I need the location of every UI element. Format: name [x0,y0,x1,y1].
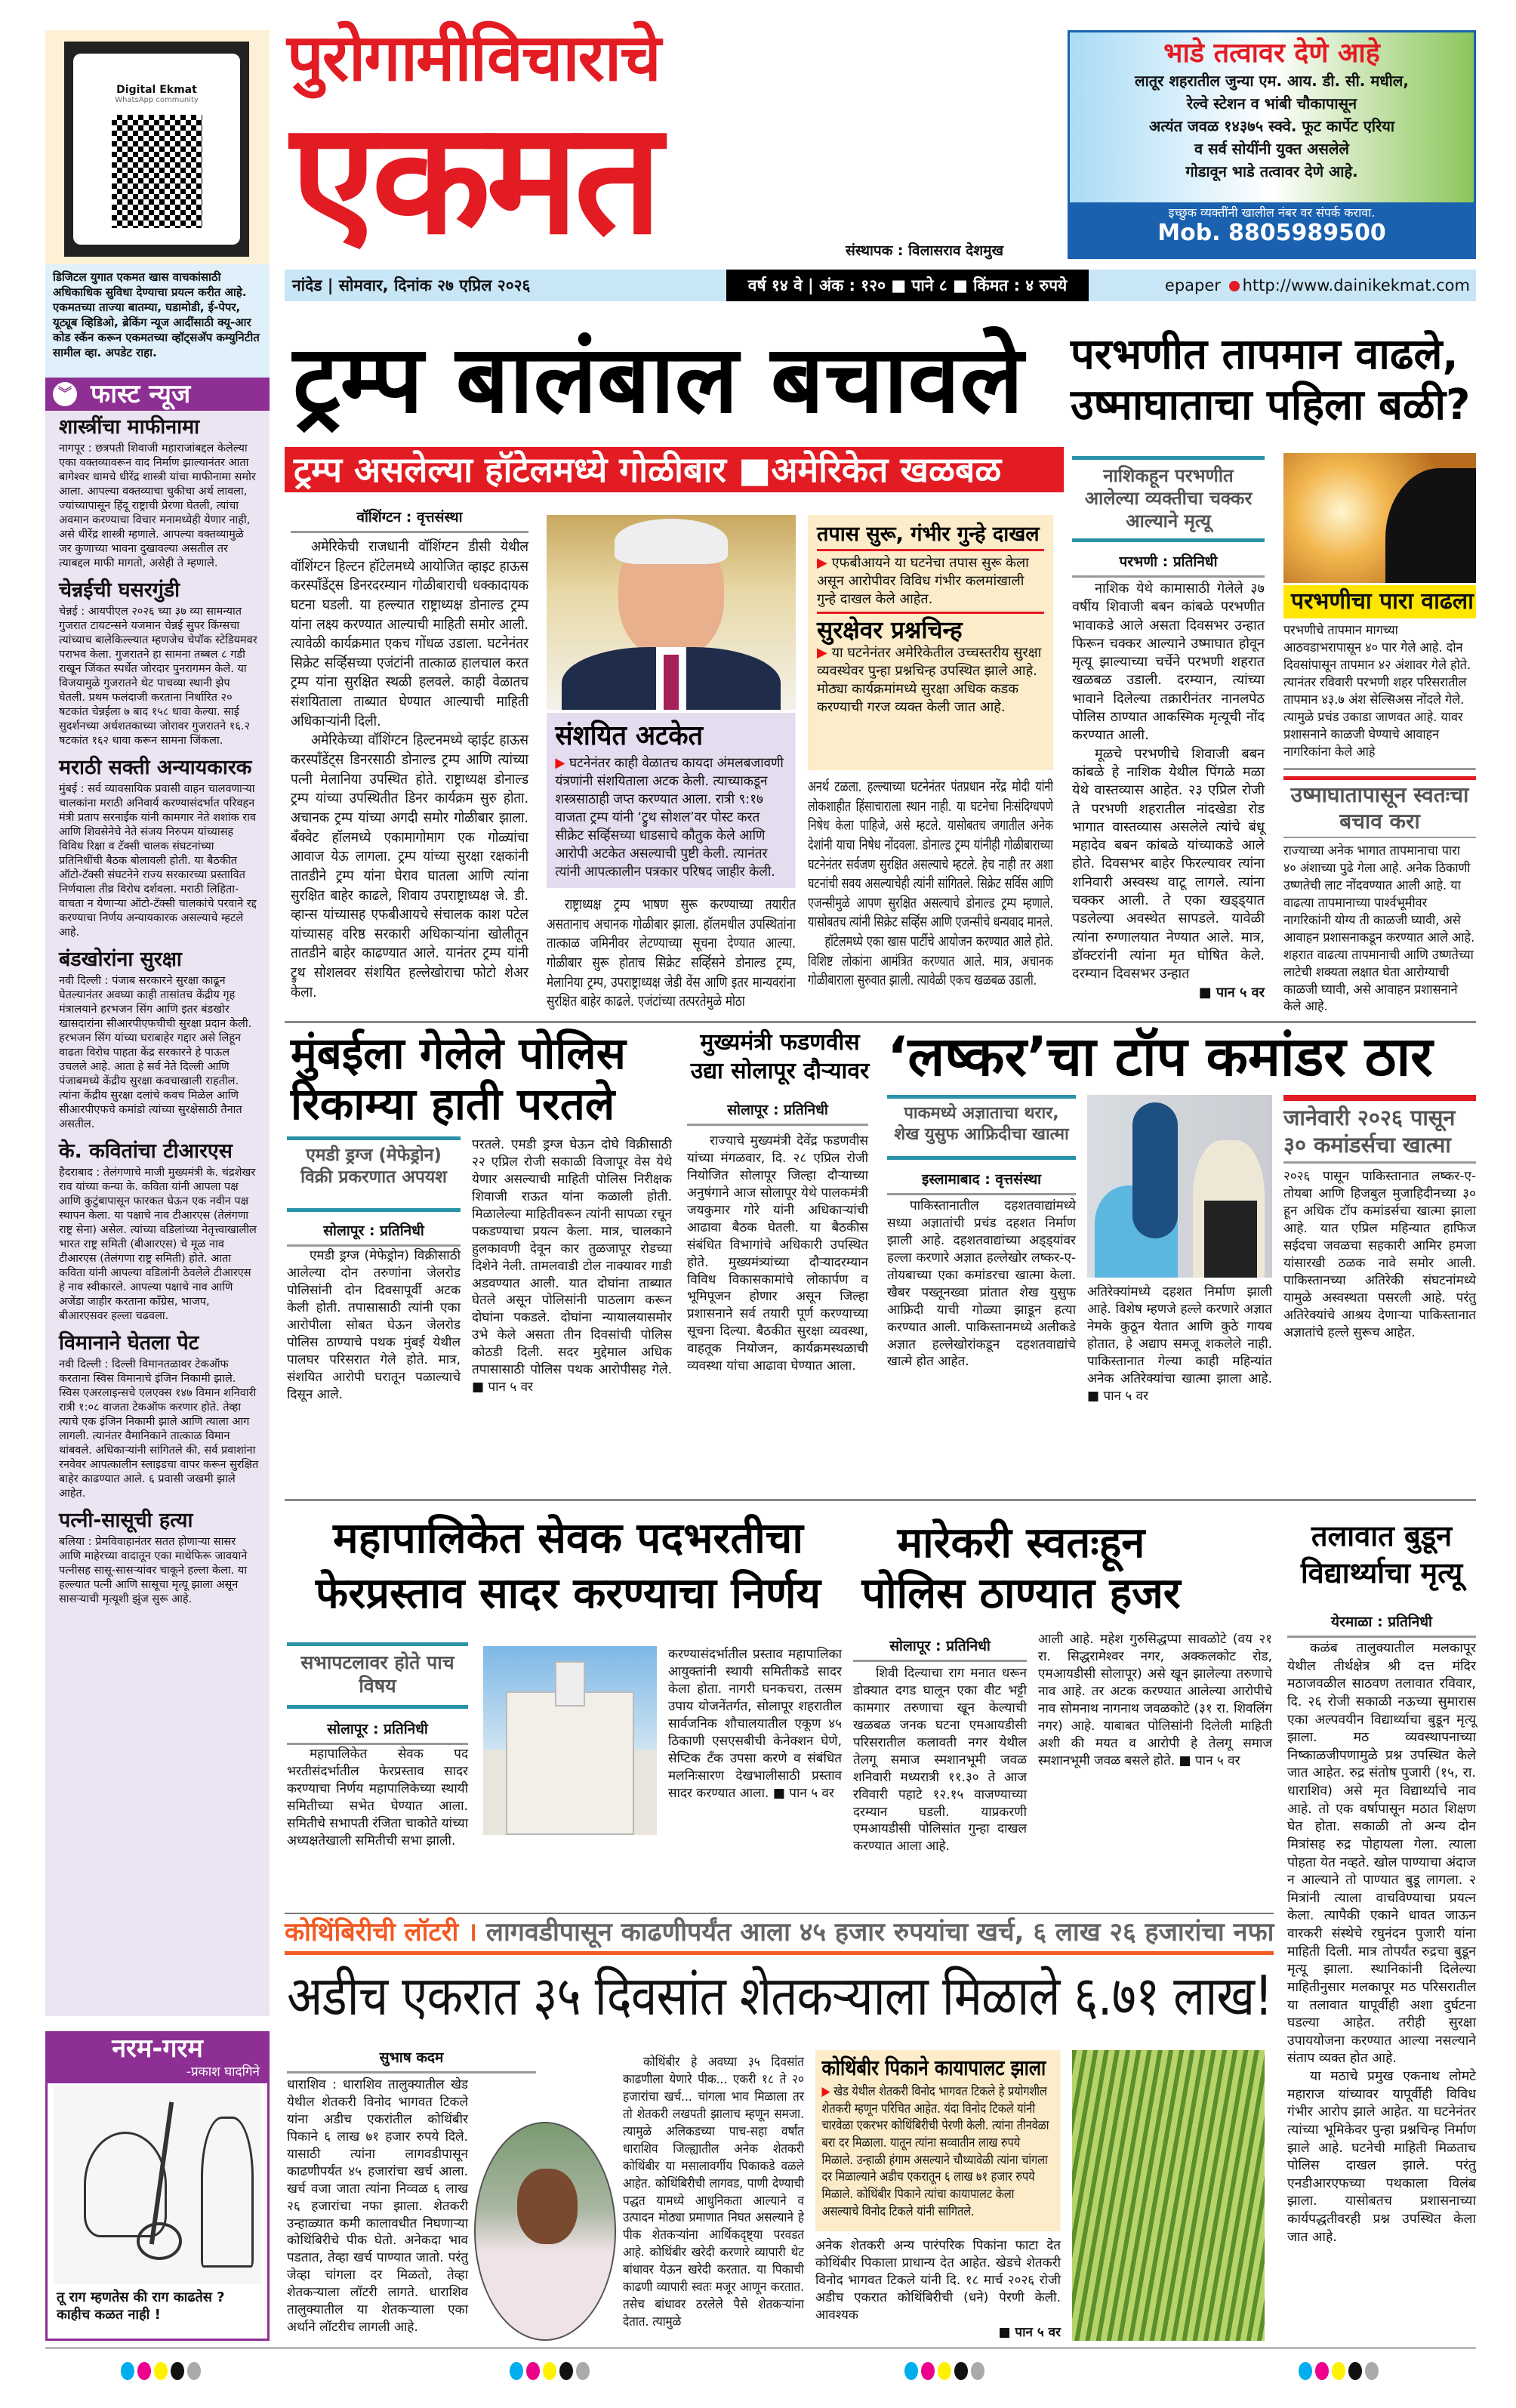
news-headline: पत्नी-सासूची हत्या [59,1509,193,1533]
farmer-box [815,2050,1061,2231]
paragraph: कळंब तालुक्यातील मलकापूर येथील तीर्थक्षेत्र श्री दत्त मंदिर मठाजवळील साठवण तलावात रविवार, दि. २६ रोजी सकाळी नऊच्या सुमारास एका अल्पवयीन विद्यार्थ्याचा बुडून मृत्यू झाला. मठ व्यवस्थापनाच्या निष्काळजीपणामुळे प्रश्न उपस्थित केले जात आहेत. रुद्र संतोष पुजारी (१५, रा. धाराशिव) असे मृत विद्यार्थ्याचे नाव आहे. तो एक वर्षापासून मठात शिक्षण घेत होता. सकाळी तो अन्य दोन मित्रांसह रुद्र पोहायला गेला. त्याला पोहता येत नव्हते. खोल पाण्याचा अंदाज न आल्याने तो पाण्यात बुडू लागला. २ मित्रांनी त्याला वाचविण्याचा प्रयत्न केला. त्यापैकी एकाने धावत जाऊन वारकरी संस्थेचे रघुनंदन पुजारी यांना माहिती दिली. मात्र तोपर्यंत रुद्रचा बुडून मृत्यू झाला. स्थानिकांनी दिलेल्या माहितीनुसार मलकापूर मठ परिसरातील या तलावात यापूर्वीही अशा दुर्घटना घडल्या आहेत. तरीही सुरक्षा उपाययोजना करण्यात आल्या नसल्याने संताप व्यक्त होत आहे. [1287,1641,1476,2067]
edition-date: नांदेड | सोमवार, दिनांक २७ एप्रिल २०२६ [292,276,531,294]
cartoon-illustration [54,2086,261,2284]
paragraph: परतले. एमडी ड्रग्ज घेऊन दोघे विक्रीसाठी २२ एप्रिल रोजी सकाळी विजापूर वेस येथे येणार असल्याची माहिती पोलिस निरीक्षक शिवाजी राऊत यांना कळाली होती. मिळालेल्या माहितीवरून त्यांनी सापळा रचून पकडण्याचा प्रयत्न केला. मात्र, चालकाने हुलकावणी देवून कार तुळजापूर रोडच्या दिशेने नेली. तामलवाडी टोल नाक्यावर गाडी अडवण्यात आली. यात दोघांना ताब्यात घेतले असून पोलिसांनी पाठलाग करून दोघांना पकडले. दोघांना न्यायालयासमोर उभे केले असता तीन दिवसांची पोलिस कोठडी दिली. सदर मुद्देमाल अधिक तपासासाठी पोलिस पथक आरोपीसह गेले. ■ पान ५ वर [472,1137,672,1395]
qr-promo-text: डिजिटल युगात एकमत खास वाचकांसाठी अधिकाधिक सुविधा देण्याचा प्रयत्न करीत आहे. एकमतच्या ताज्या बातम्या, घडामोडी, ई-पेपर, यूट्यूब व्हिडिओ, ब्रेकिंग न्यूज आदींसाठी क्यू-आर कोड स्कॅन करून एकमतच्या व्हॉट्सअ‍ॅप कम्युनिटीत सामील व्हा. अपडेट राहा. [45,264,270,389]
fast-news-column [45,378,270,2016]
qr-card [64,42,249,257]
qr-code-icon[interactable] [112,115,202,228]
cartoon-title: नरम-गरम [112,2033,203,2064]
fast-news-item [45,574,270,751]
dateline: सोलापूर : प्रतिनिधी [687,1095,868,1126]
heatwave-photo [1283,453,1476,583]
farmer-body-1 [287,2077,468,2341]
parbhani-subhead: नाशिकहून परभणीत आलेल्या व्यक्तीचा चक्कर आल्याने मृत्यू [1072,456,1265,542]
parbhani-headline: परभणीत तापमान वाढले, उष्माघाताचा पहिला बळी? [1071,330,1471,430]
color-registration-marks [1299,2362,1379,2380]
byline: सुभाष कदम [287,2043,536,2073]
dateline: सोलापूर : प्रतिनिधी [287,1714,468,1745]
epaper-label: epaper [1164,276,1221,294]
box-title: जानेवारी २०२६ पासून ३० कमांडर्सचा खात्मा [1283,1101,1476,1164]
cm-headline: मुख्यमंत्री फडणवीस उद्या सोलापूर दौऱ्यावर [690,1029,870,1084]
rent-advertisement [1068,30,1476,259]
paragraph: अमेरिकेच्या वॉशिंग्टन हिल्टनमध्ये व्हाईट हाऊस करस्पाँडेंट्स डिनरसाठी डोनाल्ड ट्रम्प आणि त्यांच्या पत्नी मेलानिया उपस्थित होते. राष्ट्राध्यक्ष डोनाल्ड ट्रम्प यांच्या उपस्थितीत डिनर कार्यक्रम सुरु होता. अचानक ट्रम्प यांच्या अगदी समोर गोळीबार झाला. बँक्वेट हॉलमध्ये एकामागोमाग एक गोळ्यांचा आवाज येऊ लागला. ट्रम्प यांच्या सुरक्षा रक्षकांनी तातडीने ट्रम्प यांना घेराव घातला आणि त्यांना सुरक्षित बाहेर काढले, शिवाय उपराष्ट्राध्यक्ष जे. डी. व्हान्स यांच्यासह एफबीआयचे संचालक काश पटेल यांच्यासह वरिष्ठ सरकारी अधिकाऱ्यांना खोलीतून तातडीने बाहेर काढण्यात आले. यानंतर ट्रम्प यांनी ट्रुथ सोशलवर संशयित हल्लेखोराचा फोटो शेअर केला. [291,732,528,1001]
box-title: तपास सुरू, गंभीर गुन्हे दाखल [817,523,1044,551]
farmer-kicker [285,1913,1274,1955]
news-headline: के. कवितांचा टीआरएस [59,1139,233,1164]
fast-news-item [45,1504,270,1610]
news-body: नवी दिल्ली : पंजाब सरकारने सुरक्षा काढून घेतल्यानंतर अवघ्या काही तासांतच केंद्रीय गृह मंत्रालयाने हरभजन सिंग आणि इतर बंडखोर खासदारांना सीआरपीएफचीची सुरक्षा प्रदान केली. हरभजन सिंग यांच्या घराबाहेर गद्दार असे लिहून वाढता विरोध पाहता केंद्र सरकारने हे पाऊल उचलले आहे. आता हे सर्व नेते दिल्ली आणि पंजाबमध्ये केंद्रीय सुरक्षा कवचाखाली राहतील. त्यांना केंद्रीय सुरक्षा दलांचे कवच मिळेल आणि सीआरपीएफचे कमांडो त्यांच्या सुरक्षेसाठी तैनात असतील. [59,975,252,1131]
paragraph: राज्याचे मुख्यमंत्री देवेंद्र फडणवीस यांच्या मंगळवार, दि. २८ एप्रिल रोजी नियोजित सोलापूर जिल्हा दौऱ्याच्या अनुषंगाने आज सोलापूर येथे पालकमंत्री जयकुमार गोरे यांनी अधिकाऱ्यांची आढावा बैठक घेतली. या बैठकीस संबंधित विभागांचे अधिकारी उपस्थित होते. मुख्यमंत्र्यांच्या दौऱ्यादरम्यान विविध विकासकामांचे लोकार्पण व भूमिपूजन होणार असून जिल्हा प्रशासनाने सर्व तयारी पूर्ण करण्याच्या सूचना दिल्या. बैठकीत सुरक्षा व्यवस्था, वाहतूक नियोजन, कार्यक्रमस्थळाची व्यवस्था यांचा आढावा घेण्यात आला. [687,1133,868,1374]
ad-mobile: Mob. 8805989500 [1157,220,1386,247]
drown-body [1287,1640,1476,2341]
color-registration-marks [121,2362,201,2380]
lashkar-box [1283,1095,1476,1494]
municipal-building-photo [483,1646,657,1835]
dateline: सोलापूर : प्रतिनिधी [853,1631,1027,1662]
kicker-text: लागवडीपासून काढणीपर्यंत आला ४५ हजार रुपयांचा खर्च, ६ लाख २६ हजारांचा नफा [485,1917,1274,1947]
cartoon-caption: तू राग म्हणतेस की राग काढतेस ? काहीच कळत नाही ! [57,2289,225,2323]
box-body: ▶ घटनेनंतर काही वेळातच कायदा अंमलबजावणी यंत्रणांनी संशयिताला अटक केली. त्याच्याकडून शस्त्रसाठाही जप्त करण्यात आला. रात्री ९:१७ वाजता ट्रम्प यांनी ‘ट्रुथ सोशल’वर पोस्ट करत सीक्रेट सर्व्हिसच्या धाडसाचे कौतुक केले आणि आरोपी अटकेत असल्याची पुष्टी केली. त्यानंतर त्यांनी आपत्कालीन पत्रकार परिषद जाहीर केली. [555,754,787,881]
paragraph: कोथिंबीर हे अवघ्या ३५ दिवसांत काढणीला येणारे पीक... एकरी १८ ते २० हजारांचा खर्च... चांगला भाव मिळाला तर तो शेतकरी लखपती झालाच म्हणून समजा. त्यामुळे अलिकडच्या पाच-सहा वर्षांत धाराशिव जिल्ह्यातील अनेक शेतकरी कोथिंबीर या मसालावर्गीय पिकाकडे वळले आहेत. कोथिंबिरीची लागवड, पाणी देण्याची पद्धत यामध्ये आधुनिकता आल्याने व उत्पादन मोठ्या प्रमाणात निघत असल्याने हे पीक शेतकऱ्यांना आर्थिकदृष्ट्या परवडत आहे. कोथिंबीर खरेदी करणारे व्यापारी थेट बांधावर येऊन खरेदी करतात. या पिकाची काढणी व्यापारी स्वतः मजूर आणून करतात. तसेच बांधावर ठरलेले पैसे शेतकऱ्यांना देतात. त्यामुळे [623,2055,804,2330]
lashkar-headline: ‘लष्कर’चा टॉप कमांडर ठार [887,1025,1433,1088]
chevron-down-icon: ︾ [53,382,77,406]
news-headline: चेन्नईची घसरगुंडी [59,578,180,603]
ad-title: भाडे तत्वावर देणे आहे [1163,38,1380,69]
paragraph: अमेरिकेची राजधानी वॉशिंग्टन डीसी येथील वॉशिंग्टन हिल्टन हॉटेलमध्ये आयोजित व्हाइट हाऊस करस्पाँडेंट्स डिनरदरम्यान गोळीबाराची धक्कादायक घटना घडली. या हल्ल्यात राष्ट्राध्यक्ष डोनाल्ड ट्रम्प यांना लक्ष्य करण्यात आल्याची माहिती समोर आली. त्यावेळी कार्यक्रमात एकच गोंधळ उडाला. घटनेनंतर सिक्रेट सर्व्हिसच्या एजंटांनी तात्काळ हालचाल करत ट्रम्प यांना सुरक्षित स्थळी हलवले. काही वेळातच संशयिताला ताब्यात घेण्यात आल्याची माहिती अधिकाऱ्यांनी दिली. [291,538,528,729]
box-title: संशयित अटकेत [555,720,703,751]
ad-line: गोडावून भाडे तत्वावर देणे आहे. [1185,162,1358,181]
cm-body [687,1133,868,1494]
probe-box [808,515,1053,770]
divider [45,2347,1476,2349]
qr-sub: WhatsApp community [115,96,199,104]
fast-news-list [45,411,270,2012]
paragraph: एमडी ड्रग्ज (मेफेड्रोन) विक्रीसाठी आलेल्या दोन तरुणांना जेलरोड पोलिसांनी दोन दिवसापूर्वी अटक केली होती. तपासासाठी त्यांनी एका आरोपीला सोबत घेऊन जेलरोड पोलिस ठाण्याचे पथक मुंबई येथील पालघर परिसरात गेले होते. मात्र, संशयित आरोपी घरातून पळाल्याचे दिसून आले. [287,1248,461,1402]
fast-news-title: फास्ट न्यूज [91,379,191,409]
ad-line: व सर्व सोयींनी युक्त असलेले [1194,140,1349,159]
paragraph: शिवी दिल्याचा राग मनात धरून डोक्यात दगड घालून एका वीट भट्टी कामगार तरुणाचा खून केल्याची खळबळ जनक घटना एमआयडीसी परिसरातील कलावती नगर येथील तेलगू समाज स्मशानभूमी जवळ शनिवारी मध्यरात्री ११.३० ते आज रविवारी पहाटे १२.१५ वाजण्याच्या दरम्यान घडली. याप्रकरणी एमआयडीसी पोलिसांत गुन्हा दाखल करण्यात आला आहे. [853,1666,1027,1855]
mumbai-headline: मुंबईला गेलेले पोलिस रिकाम्या हाती परतले [291,1028,626,1130]
box-title: कोथिंबीर पिकाने कायापालट झाला [821,2055,1046,2080]
news-body: मुंबई : सर्व व्यावसायिक प्रवासी वाहन चालवणाऱ्या चालकांना मराठी अनिवार्य करण्यासंदर्भात परिवहन मंत्री प्रताप सरनाईक यांनी कामगार नेते शशांक राव आणि शिवसेनेचे नेते संजय निरुपम यांच्यासह विविध रिक्षा व टॅक्सी चालक संघटनांच्या प्रतिनिधींची बैठक बोलावली होती. या बैठकीत ऑटो-टॅक्सी संघटनेने राज्य सरकारच्या प्रस्तावित निर्णयाला तीव्र विरोध दर्शवला. मराठी लिहिता-वाचता न येणाऱ्या ऑटो-टॅक्सी चालकांचे परवाने रद्द करण्याचा निर्णय अन्यायकारक असल्याचे म्हटले आहे. [59,783,257,939]
farmer-headline: अडीच एकरात ३५ दिवसांत शेतकऱ्याला मिळाले ६.७१ लाख! [287,1964,1273,2027]
dateline: येरमाळा : प्रतिनिधी [1287,1607,1476,1638]
news-headline: बंडखोरांना सुरक्षा [59,948,182,972]
fast-news-item [45,751,270,943]
epaper-link[interactable]: http://www.dainikekmat.com [1242,276,1470,294]
qr-promo-box [45,30,270,362]
mnc-headline: महापालिकेत सेवक पदभरतीचा फेरप्रस्ताव सादर करण्याचा निर्णय [316,1514,821,1618]
dateline: इस्लामाबाद : वृत्तसंस्था [887,1164,1076,1195]
news-headline: मराठी सक्ती अन्यायकारक [59,756,252,780]
fast-news-header [45,378,270,411]
qr-brand: Digital Ekmat [116,84,197,96]
dateline: सोलापूर : प्रतिनिधी [287,1216,461,1247]
farmer-body-2 [623,2054,804,2341]
color-registration-marks [904,2362,984,2380]
lead-strapline: ट्रम्प असलेल्या हॉटेलमध्ये गोळीबार ■अमेरिकेत खळबळ [285,447,1064,492]
drown-headline: तलावात बुडून विद्यार्थ्याचा मृत्यू [1300,1519,1463,1590]
issue-info: वर्ष १४ वे | अंक : १२० ■ पाने ८ ■ किंमत : ४ रुपये [726,270,1089,301]
mumbai-subhead: एमडी ड्रग्ज (मेफेड्रोन) विक्री प्रकरणात अपयश [287,1136,461,1212]
arrest-box [547,713,796,888]
color-registration-marks [510,2362,590,2380]
epaper-logo-icon [1229,281,1240,291]
paragraph: महापालिकेत सेवक पद भरतीसंदर्भातील फेरप्रस्ताव सादर करण्याचा निर्णय महापालिकेच्या स्थायी समितीच्या सभेत घेण्यात आला. समितीचे सभापती रंजिता चाकोते यांच्या अध्यक्षतेखाली समितीची सभा झाली. [287,1747,468,1848]
paragraph: हॉटेलमध्ये एका खास पार्टीचे आयोजन करण्यात आले होते. विशिष्ट लोकांना आमंत्रित करण्यात आले. मात्र, अचानक गोळीबाराला सुरुवात झाली. त्यावेळी एकच खळबळ उडाली. [808,933,1053,989]
box-title: सुरक्षेवर प्रश्नचिन्ह [817,612,1044,644]
murder-headline: मारेकरी स्वतःहून पोलिस ठाण्यात हजर [861,1518,1181,1619]
lead-column-2 [547,896,796,1015]
paragraph: मूळचे परभणीचे शिवाजी बबन कांबळे हे नाशिक येथील पिंगळे मळा येथे वास्तव्यास आहेत. २३ एप्रिल रोजी ते परभणी शहरातील नांदखेडा रोड भागात वास्तव्यास असलेले त्यांचे बंधू महादेव बबन कांबळे यांच्याकडे आले होते. दिवसभर बाहेर फिरल्यावर त्यांना शनिवारी अस्वस्थ वाटू लागले. त्यांना चक्कर आली. ते एका खड्ड्यात पडलेल्या अवस्थेत सापडले. यावेळी त्यांना रुग्णालयात नेण्यात आले. मात्र, डॉक्टरांनी त्यांना मृत घोषित केले. दरम्यान दिवसभर उन्हात [1072,745,1265,982]
news-headline: शास्त्रींचा माफीनामा [59,415,200,439]
mnc-body-1 [287,1746,468,1906]
masthead-tagline: पुरोगामीविचाराचे [287,20,660,96]
continued-marker: ■ पान ५ वर [1198,984,1265,1001]
paragraph: या मठाचे प्रमुख एकनाथ लोमटे महाराज यांच्यावर यापूर्वीही विविध गंभीर आरोप झाले आहेत. या घटनेनंतर त्यांच्या भूमिकेवर पुन्हा प्रश्नचिन्ह निर्माण झाले आहे. घटनेची माहिती मिळताच पोलिस दाखल झाले. परंतु एनडीआरएफच्या पथकाला विलंब झाला. यासोबतच प्रशासनाच्या कार्यपद्धतीवरही प्रश्न उपस्थित केला जात आहे. [1287,2069,1476,2245]
masthead-logo: एकमत [291,89,658,269]
heat-tip-body: राज्याच्या अनेक भागात तापमानाचा पारा ४० अंशाच्या पुढे गेला आहे. अनेक ठिकाणी उष्णतेची लाट नोंदवण्यात आली आहे. या वाढत्या तापमानाच्या पार्श्वभूमीवर नागरिकांनी योग्य ती काळजी घ्यावी, असे आवाहन प्रशासनाकडून करण्यात आले आहे. शहरात वाढत्या तापमानाची आणि उष्णतेच्या लाटेची शक्यता लक्षात घेता आरोग्याची काळजी घ्यावी, असे आवाहन प्रशासनाने केले आहे. [1283,843,1475,1015]
farmer-photo [474,2122,616,2341]
ad-contact: इच्छुक व्यक्तींनी खालील नंबर वर संपर्क करावा. [1168,205,1376,220]
box-body: ▶ एफबीआयने या घटनेचा तपास सुरू केला असून आरोपीवर विविध गंभीर कलमांखाली गुन्हे दाखल केले आहेत. [817,554,1044,609]
trump-photo [547,515,796,710]
paragraph: नाशिक येथे कामासाठी गेलेले ३७ वर्षीय शिवाजी बबन कांबळे परभणीत भावाकडे आले असता दिवसभर उन्हात फिरून चक्कर आल्याने उष्माघात होवून मृत्यू झाल्याच्या चर्चेने परभणी शहरात खळबळ उडाली. दरम्यान, त्यांच्या भावाने दिलेल्या तक्रारीनंतर नानलपेठ पोलिस ठाण्यात आकस्मिक मृत्यूची नोंद करण्यात आली. [1072,581,1265,744]
farmer-body-3 [815,2237,1061,2341]
fast-news-item [45,411,270,574]
murder-body-1 [853,1665,1027,1906]
box-body: ▶ या घटनेनंतर अमेरिकेतील उच्चस्तरीय सुरक्षा व्यवस्थेवर पुन्हा प्रश्नचिन्ह उपस्थित झाले आहे. मोठ्या कार्यक्रमांमध्ये सुरक्षा अधिक कडक करण्याची गरज व्यक्त केली जात आहे. [817,644,1044,717]
parbhani-box-body: परभणीचे तापमान मागच्या आठवडाभरापासून ४० पार गेले आहे. दोन दिवसांपासून तापमान ४२ अंशावर गेले होते. त्यानंतर रविवारी परभणी शहर परिसरातील तापमान ४३.७ अंश सेल्सिअस नोंदले गेले. त्यामुळे प्रचंड उकाडा जाणवत आहे. यावर प्रशासनाने काळजी घेण्याचे आवाहन नागरिकांना केले आहे [1283,622,1476,770]
box-body: २०२६ पासून पाकिस्तानात लष्कर-ए-तोयबा आणि हिजबुल मुजाहिदीनच्या ३० हून अधिक टॉप कमांडर्सचा खात्मा झाला आहे. यात एप्रिल महिन्यात हाफिज सईदचा जवळचा सहकारी आमिर हमजा यांसारखी ठळक नावे समोर आली. पाकिस्तानच्या अतिरेकी संघटनांमध्ये यामुळे अस्वस्थता पसरली आहे. परंतु अतिरेक्यांचे आश्रय देणाऱ्या पाकिस्तानात अज्ञातांचे हल्ले सुरूच आहेत. [1283,1169,1476,1340]
ad-line: लातूर शहरातील जुन्या एम. आय. डी. सी. मधील, [1135,72,1409,91]
parbhani-box-title: परभणीचा पारा वाढला [1283,585,1476,618]
fast-news-item [45,1327,270,1504]
divider [285,1499,1476,1501]
box-body: ▶ खेड येथील शेतकरी विनोद भागवत टिकले हे प्रयोगशील शेतकरी म्हणून परिचित आहेत. यंदा विनोद टिकले यांनी चारवेळा एकरभर कोथिंबिरीची पेरणी केली. त्यांना तीनवेळा बरा दर मिळाला. यातून त्यांना सव्वातीन लाख रुपये मिळाले. उन्हाळी हंगाम असल्याने चौथ्यावेळी त्यांना चांगला दर मिळाल्याने अडीच एकरातून ६ लाख ७१ हजार रुपये मिळाले. कोथिंबीर पिकाने त्यांचा कायापालट केला असल्याचे विनोद टिकले यांनी सांगितले. [822,2083,1055,2220]
lashkar-body [887,1198,1076,1494]
lead-column-3 [808,778,1053,1015]
news-body: बलिया : प्रेमविवाहानंतर सतत होणाऱ्या सासर आणि माहेरच्या वादातून एका माथेफिरू जावयाने पत्नीसह सासू-सासऱ्यांवर चाकूने हल्ला केला. या हल्ल्यात पत्नी आणि सासूचा मृत्यू झाला असून सासऱ्याची मृत्यूशी झुंज सुरू आहे. [59,1536,248,1606]
news-body: नागपूर : छत्रपती शिवाजी महाराजांबद्दल केलेल्या एका वक्तव्यावरून वाद निर्माण झाल्यानंतर आता बागेश्वर धामचे धीरेंद्र शास्त्री यांचा माफीनामा समोर आला. आपल्या वक्तव्याचा चुकीचा अर्थ लावला, ज्यांच्यापासून हिंदू राष्ट्राची प्रेरणा घेतली, त्यांचा अवमान करण्याचा विचार मनामध्येही येणार नाही, असे धीरेंद्र शास्त्री म्हणाले. आपल्या वक्तव्यामुळे जर कुणाच्या भावना दुखावल्या असतील तर त्याबद्दल माफी मागतो, असेही ते म्हणाले. [59,442,256,570]
dateline: वॉशिंग्टन : वृत्तसंस्था [291,502,528,533]
paragraph: आली आहे. महेश गुरुसिद्धप्पा सावळोटे (वय २१ रा. सिद्धरामेश्वर नगर, अक्कलकोट रोड, एमआयडीसी सोलापूर) असे खून झालेल्या तरुणाचे नाव आहे. तर अटक करण्यात आलेल्या आरोपीचे नाव सोमनाथ नागनाथ जवळकोटे (३१ रा. शिवलिंग नगर) आहे. याबाबत पोलिसांनी दिलेली माहिती अशी की मयत व आरोपी हे तेलगू समाज स्मशानभूमी जवळ बसले होते. ■ पान ५ वर [1038,1632,1272,1768]
news-body: नवी दिल्ली : दिल्ली विमानतळावर टेकऑफ करताना स्विस विमानाचे इंजिन निकामी झाले. स्विस एअरलाइन्सचे एलएक्स १४७ विमान शनिवारी रात्री १:०८ वाजता टेकऑफ करणार होते. तेव्हा त्याचे एक इंजिन निकामी झाले आणि त्याला आग लागली. त्यानंतर वैमानिकाने तात्काळ विमान थांबवले. अधिकाऱ्यांनी सांगितले की, सर्व प्रवाशांना रनवेवर आपत्कालीन स्लाइडचा वापर करून सुरक्षित बाहेर काढण्यात आले. ६ प्रवासी जखमी झाले आहेत. [59,1358,259,1500]
news-headline: विमानाने घेतला पेट [59,1331,199,1355]
mumbai-body-2 [472,1136,672,1494]
paragraph: करण्यासंदर्भातील प्रस्ताव महापालिका आयुक्तांनी स्थायी समितीकडे सादर केला होता. नागरी घनकचरा, तत्सम उपाय योजनेंतर्गत, सोलापूर शहरातील सार्वजनिक शौचालयातील एकूण ४५ ठिकाणी एसएसबीची केनेक्शन घेणे, सेप्टिक टँक उपसा करणे व संबंधित मलनिःसारण देखभालीसाठी प्रस्ताव सादर करण्यात आला. ■ पान ५ वर [668,1647,842,1801]
lead-column-1 [291,538,528,1015]
ad-line: अत्यंत जवळ १४३७५ स्क्वे. फूट कार्पेट एरिया [1148,117,1395,136]
divider [285,1021,1476,1023]
terrorist-photo [1087,1095,1272,1278]
news-body: हैदराबाद : तेलंगणाचे माजी मुख्यमंत्री के. चंद्रशेखर राव यांच्या कन्या के. कविता यांनी आपला पक्ष आणि कुटुंबापासून फारकत घेऊन एक नवीन पक्ष स्थापन केला. या पक्षाचे नाव टीआरएस (तेलंगणा राष्ट्र सेना) असेल. त्यांच्या वडिलांच्या नेतृत्त्वाखालील भारत राष्ट्र समिती (बीआरएस) चे मूळ नाव टीआरएस (तेलंगणा राष्ट्र समिती) होते. आता कविता यांनी आपल्या वडिलांनी ठेवलेले टीआरएस हे नाव स्वीकारले. आपल्या पक्षाचे नाव आणि अजेंडा जाहीर करताना काँग्रेस, भाजप, बीआरएसवर हल्ला चढवला. [59,1167,257,1323]
paragraph: अतिरेक्यांमध्ये दहशत निर्माण झाली आहे. विशेष म्हणजे हल्ले करणारे अज्ञात नेमके कुठून येतात आणि कुठे गायब होतात, हे अद्याप समजू शकलेले नाही. पाकिस्तानात गेल्या काही महिन्यांत अनेक अतिरेक्यांचा खात्मा झाला आहे. ■ पान ५ वर [1087,1284,1272,1404]
fast-news-item [45,943,270,1135]
ad-line: रेल्वे स्टेशन व भांबी चौकापासून [1186,94,1357,113]
coriander-field-photo [1072,2050,1265,2341]
news-body: चेन्नई : आयपीएल २०२६ च्या ३७ व्या सामन्यात गुजरात टायटन्सने यजमान चेन्नई सुपर किंग्सचा त्यांच्याच बालेकिल्ल्यात म्हणजेच चेपॉक स्टेडियमवर पराभव केला. गुजरातने हा सामना तब्बल ८ गडी राखून जिंकत स्पर्धेत जोरदार पुनरागमन केले. या विजयामुळे गुजरातने थेट पाचव्या स्थानी झेप घेतली. प्रथम फलंदाजी करताना निर्धारित २० षटकांत चेन्नईला ७ बाद १५८ धावा केल्या. साई सुदर्शनच्या अर्धशतकाच्या जोरावर गुजरातने १६.२ षटकांत १६२ धावा करून सामना जिंकला. [59,606,257,748]
lashkar-body-2 [1087,1284,1272,1494]
paragraph: अनेक शेतकरी अन्य पारंपरिक पिकांना फाटा देत कोथिंबीर पिकाला प्राधान्य देत आहेत. खेडचे शेतकरी विनोद भागवत टिकले यांनी दि. १८ मार्च २०२६ रोजी अडीच एकरात कोथिंबिरीची (धने) पेरणी केली. आवश्यक [815,2238,1061,2323]
mnc-body-2 [668,1646,842,1906]
murder-body-2 [1038,1631,1272,1906]
parbhani-body [1072,580,1265,1015]
date-bar [285,270,1476,301]
lashkar-subhead: पाकमध्ये अज्ञाताचा थरार, शेख युसुफ आफ्रिदीचा खात्मा [887,1095,1076,1160]
paragraph: अनर्थ टळला. हल्ल्याच्या घटनेनंतर पंतप्रधान नरेंद्र मोदी यांनी लोकशाहीत हिंसाचाराला स्थान नाही. या घटनेचा निःसंदिग्धपणे निषेध केला पाहिजे, असे म्हटले. यासोबतच जगातील अनेक देशांनी याचा निषेध नोंदवला. डोनाल्ड ट्रम्प यांनीही गोळीबाराच्या घटनेनंतर सर्वजण सुरक्षित असल्याचे म्हटले. हेच नाही तर अशा घटनांची सवय असल्याचेही त्यांनी सांगितले. सिक्रेट सर्विस आणि एजन्सीमुळे आपण सुरक्षित असल्याचे डोनाल्ड ट्रम्प म्हणाले. यासोबतच त्यांनी सिक्रेट सर्व्हिस आणि एजन्सीचे धन्यवाद मानले. [808,779,1053,931]
mumbai-body-1 [287,1247,461,1494]
fast-news-item [45,1135,270,1327]
kicker-label: कोथिंबिरीची लॉटरी । [285,1917,478,1947]
cartoon-box [45,2031,270,2341]
heat-tip-title: उष्माघातापासून स्वतःचा बचाव करा [1283,776,1476,838]
lead-headline: ट्रम्प बालंबाल बचावले [293,325,1024,434]
dateline: परभणी : प्रतिनिधी [1072,547,1265,578]
mnc-subhead: सभापटलावर होते पाच विषय [287,1642,468,1709]
continued-marker: ■ पान ५ वर [998,2324,1061,2340]
cartoon-header [48,2033,267,2083]
founder-credit: संस्थापक : विलासराव देशमुख [846,242,1004,259]
paragraph: राष्ट्राध्यक्ष ट्रम्प भाषण सुरू करण्याच्या तयारीत असतानाच अचानक गोळीबार झाला. हॉलमधील उपस्थितांना तात्काळ जमिनीवर लेटण्याच्या सूचना देण्यात आल्या. गोळीबार सुरू होताच सिक्रेट सर्व्हिसने डोनाल्ड ट्रम्प, मेलानिया ट्रम्प, उपराष्ट्राध्यक्ष जेडी वेंस आणि इतर मान्यवरांना सुरक्षित बाहेर काढले. एजंटांच्या तत्परतेमुळे मोठा [547,896,796,1010]
paragraph: पाकिस्तानातील दहशतवाद्यांमध्ये सध्या अज्ञातांची प्रचंड दहशत निर्माण झाली आहे. दहशतवाद्यांच्या अड्ड्यांवर हल्ला करणारे अज्ञात हल्लेखोर लष्कर-ए-तोयबाच्या एका कमांडरचा खात्मा केला. खैबर पख्तूनख्वा प्रांतात शेख युसुफ आफ्रिदी याची गोळ्या झाडून हत्या करण्यात आली. पाकिस्तानमध्ये अलीकडे अज्ञात हल्लेखोरांकडून दहशतवाद्यांचे खात्मे होत आहेत. [887,1198,1076,1370]
paragraph: धाराशिव : धाराशिव तालुक्यातील खेड येथील शेतकरी विनोद भागवत टिकले यांना अडीच एकरांतील कोथिंबीर पिकाने ६ लाख ७१ हजार रुपये दिले. यासाठी त्यांना लागवडीपासून काढणीपर्यंत ४५ हजारांचा खर्च आला. खर्च वजा जाता त्यांना निव्वळ ६ लाख २६ हजारांचा नफा झाला. शेतकरी उन्हाळ्यात कमी कालावधीत निघणाऱ्या कोथिंबिरीचे पीक घेतो. अनेकदा भाव पडतात, तेव्हा खर्च पाण्यात जातो. परंतु जेव्हा चांगला दर मिळतो, तेव्हा शेतकऱ्याला लॉटरी लागते. धाराशिव तालुक्यातील या शेतकऱ्याला एका अर्थाने लॉटरीच लागली आहे. [287,2077,468,2336]
cartoon-author: -प्रकाश घादगिने [186,2064,260,2080]
